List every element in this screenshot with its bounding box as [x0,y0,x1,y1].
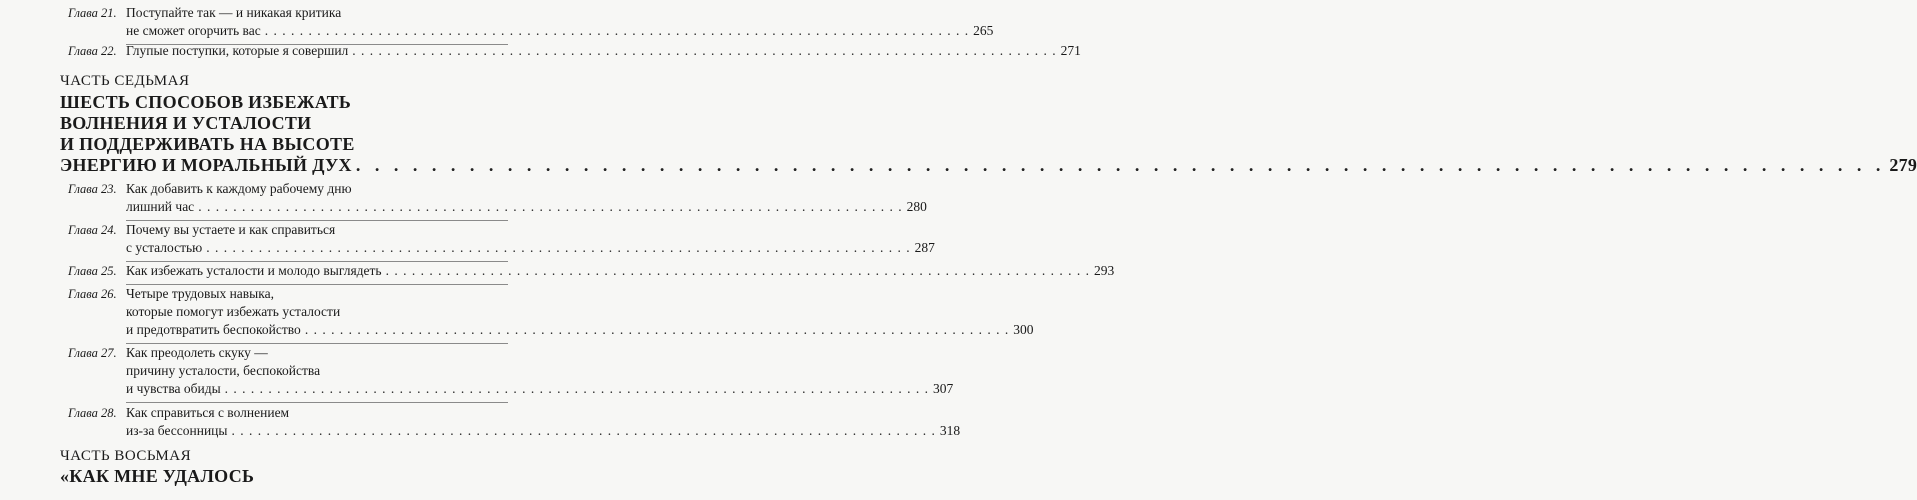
chapter-label: Глава 22. [68,44,117,58]
part-title-line: ВОЛНЕНИЯ И УСТАЛОСТИ [60,113,312,133]
chapter-title-line: Поступайте так — и никакая критика [126,5,342,20]
toc-entry-chapter-28[interactable] [68,404,961,440]
chapter-title-line: Почему вы устаете и как справиться [126,222,336,237]
leader-dots [356,155,1886,176]
toc-entry-chapter-25[interactable] [68,262,1115,280]
chapter-title-line: Как добавить к каждому рабочему дню [126,181,352,196]
toc-entry-chapter-23[interactable] [68,180,927,216]
toc-entry-chapter-24[interactable] [68,221,935,257]
chapter-title-line: которые помогут избежать усталости [126,304,341,319]
chapter-title-line: Как преодолеть скуку — [126,345,268,360]
page-number: 271 [1060,43,1081,58]
toc-entry-chapter-22[interactable] [68,42,1081,60]
page-number: 318 [939,423,961,438]
chapter-label: Глава 26. [68,287,117,301]
chapter-title-line: Глупые поступки, которые я совершил [126,43,349,58]
page-number: 300 [1013,322,1034,337]
chapter-label: Глава 27. [68,346,117,360]
part-title-line: И ПОДДЕРЖИВАТЬ НА ВЫСОТЕ [60,134,355,154]
chapter-title-line: лишний час [126,199,195,214]
leader-dots [198,198,902,216]
chapter-title-line: с усталостью [126,240,203,255]
chapter-title-line: Как избежать усталости и молодо выглядеть [126,263,382,278]
chapter-title-line: не сможет огорчить вас [126,23,261,38]
toc-entry-chapter-21[interactable] [68,4,994,40]
leader-dots [225,380,929,398]
chapter-title-line: из-за бессонницы [126,423,228,438]
chapter-label: Глава 25. [68,264,117,278]
toc-entry-chapter-26[interactable] [68,285,1034,339]
part-title-line: ЭНЕРГИЮ И МОРАЛЬНЫЙ ДУХ [60,155,352,175]
leader-dots [386,262,1090,280]
entry-divider [126,402,508,403]
leader-dots [231,422,935,440]
leader-dots [305,321,1009,339]
page-number: 265 [973,23,994,38]
page-number: 279 [1889,155,1917,175]
leader-dots [206,239,910,257]
page-number: 307 [933,381,954,396]
part-title[interactable] [60,92,1917,176]
chapter-title-line: Как справиться с волнением [126,405,290,420]
chapter-label: Глава 21. [68,6,117,20]
part-label: ЧАСТЬ СЕДЬМАЯ [60,73,190,89]
page-number: 280 [906,199,927,214]
chapter-label: Глава 28. [68,406,117,420]
chapter-title-line: и предотвратить беспокойство [126,322,301,337]
page-number: 287 [914,240,935,255]
chapter-title-line: причину усталости, беспокойства [126,363,321,378]
chapter-title-line: Четыре трудовых навыка, [126,286,274,301]
leader-dots [352,42,1056,60]
chapter-title-line: и чувства обиды [126,381,221,396]
chapter-label: Глава 24. [68,223,117,237]
part-title[interactable] [60,466,440,487]
part-title-line: ШЕСТЬ СПОСОБОВ ИЗБЕЖАТЬ [60,92,352,112]
part-title-line: «КАК МНЕ УДАЛОСЬ [60,466,255,486]
chapter-label: Глава 23. [68,182,117,196]
toc-entry-chapter-27[interactable] [68,344,954,398]
leader-dots [265,22,969,40]
part-label: ЧАСТЬ ВОСЬМАЯ [60,448,192,464]
page-number: 293 [1093,263,1115,278]
